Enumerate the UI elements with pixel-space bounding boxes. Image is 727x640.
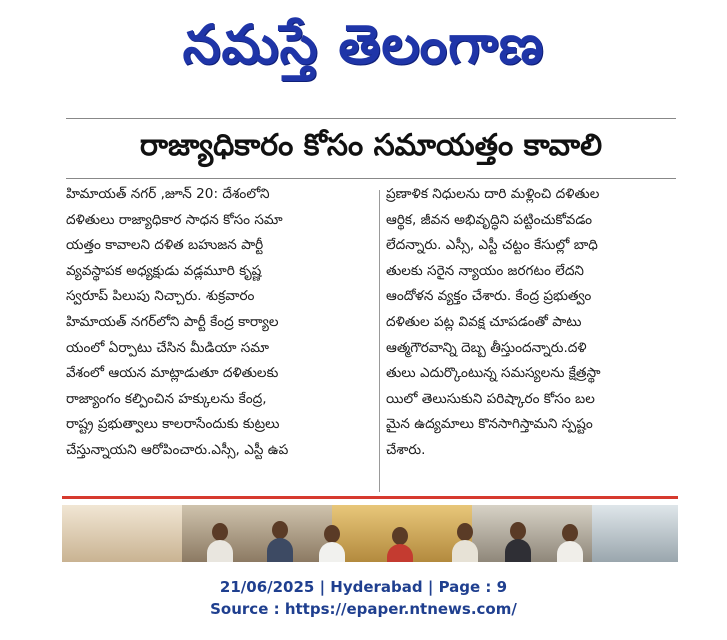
article-line: ఆర్థిక, జీవన అభివృద్ధిని పట్టించుకోవడం [386,211,593,228]
article-line: రాష్ట్ర ప్రభుత్వాలు కాలరాసేందుకు కుట్రలు [66,416,280,433]
article-line: వేశంలో ఆయన మాట్లాడుతూ దళితులకు [66,365,279,382]
article-column-left [66,182,374,464]
article-line: దళితుల పట్ల వివక్ష చూపడంతో పాటు [386,313,582,330]
article-headline: రాజ్యాధికారం కోసం సమాయత్తం కావాలి [139,128,603,163]
article-line: హిమాయత్ నగర్ ,జూన్ 20: దేశంలోని [66,186,270,202]
article-line: మైన ఉద్యమాలు కొనసాగిస్తామని స్పష్టం [386,416,593,433]
masthead [0,0,727,90]
article-line: ఆత్మగౌరవాన్ని దెబ్బ తీస్తుందన్నారు.దళి [386,339,587,356]
article-line: వ్యవస్థాపక అధ్యక్షుడు వడ్లమూరి కృష్ణ [66,262,262,279]
red-rule [62,496,678,499]
top-divider [66,118,676,119]
footer-source: Source : https://epaper.ntnews.com/ [210,600,517,618]
article-line: ప్రణాళిక నిధులను దారి మళ్లించి దళితుల [386,186,600,202]
article-column-right [386,182,680,464]
article-line: లేదన్నారు. ఎస్సీ, ఎస్టీ చట్టం కేసుల్లో బాధి [386,237,598,254]
article-line: తులకు సరైన న్యాయం జరగటం లేదని [386,262,584,279]
article-line: స్వరూప్ పిలుపు నిచ్చారు. శుక్రవారం [66,288,255,305]
article-line: యంలో ఏర్పాటు చేసిన మీడియా సమా [66,339,270,356]
article-line: ఆందోళన వ్యక్తం చేశారు. కేంద్ర ప్రభుత్వం [386,288,592,305]
article-line: తులు ఎదుర్కొంటున్న సమస్యలను క్షేత్రస్థా [386,365,601,382]
article-line: హిమాయత్ నగర్‌లోని పార్టీ కేంద్ర కార్యాల [66,313,279,330]
column-divider [379,190,380,492]
article-line: చేస్తున్నాయని ఆరోపించారు.ఎస్సీ, ఎస్టీ ఉప [66,441,289,458]
headline-divider [66,178,676,179]
article-line: యిలో తెలుసుకుని పరిష్కారం కోసం బల [386,390,595,407]
newspaper-title: నమస్తే తెలంగాణ [182,13,545,76]
article-line: చేశారు. [386,441,426,458]
footer-dateline: 21/06/2025 | Hyderabad | Page : 9 [219,578,508,596]
article-line: దళితులు రాజ్యాధికార సాధన కోసం సమా [66,211,283,228]
article-line: రాజ్యాంగం కల్పించిన హక్కులను కేంద్ర, [66,390,267,407]
article-photo [62,505,678,562]
article-line: యత్తం కావాలని దళిత బహుజన పార్టీ [66,237,264,254]
